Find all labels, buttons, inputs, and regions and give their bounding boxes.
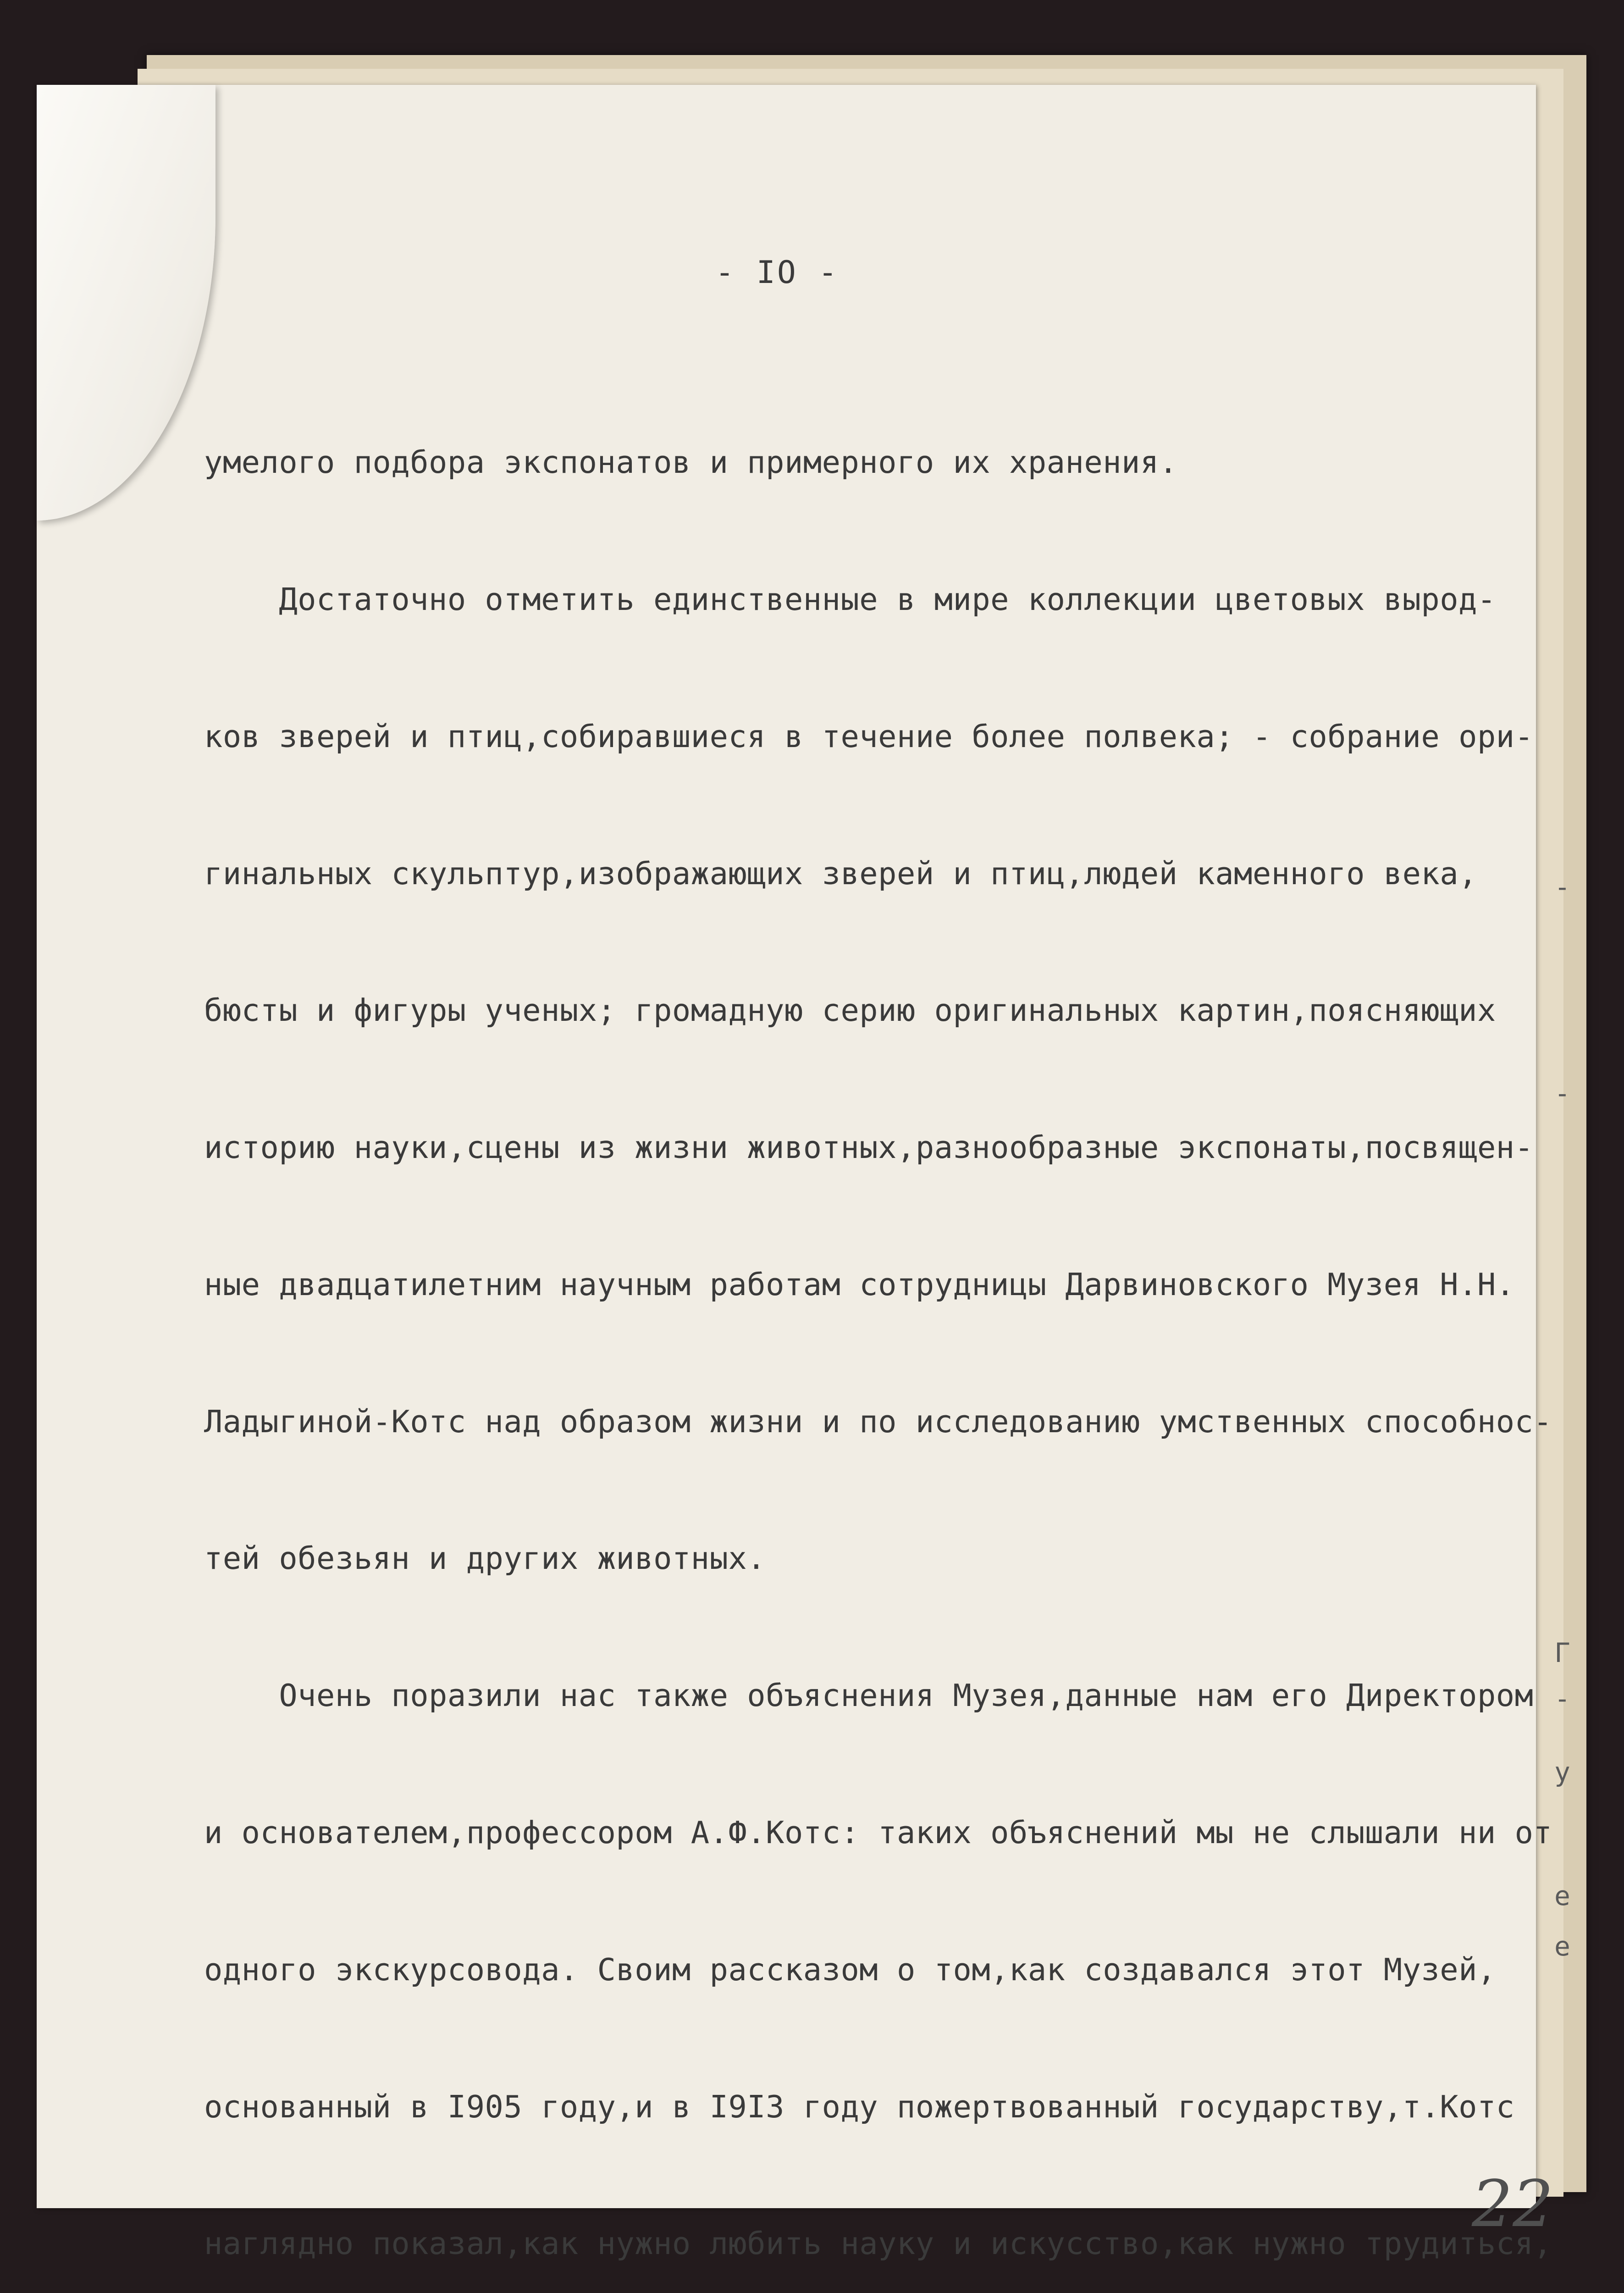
margin-mark: - (1554, 1683, 1570, 1714)
handwritten-page-number: 22 (1472, 2167, 1554, 2242)
text-line: умелого подбора экспонатов и примерного их хранения. (204, 444, 1178, 481)
text-line: одного экскурсовода. Своим рассказом о том,как создавался этот Музей, (204, 1951, 1496, 1988)
page-number: - IO - (715, 255, 839, 291)
text-line: Достаточно отметить единственные в мире коллекции цветовых вырод- (204, 581, 1496, 617)
curled-page-corner (37, 85, 215, 521)
margin-mark: - (1554, 1078, 1570, 1109)
text-line: ные двадцатилетним научным работам сотрудницы Дарвиновского Музея Н.Н. (204, 1266, 1515, 1302)
margin-mark: - (1554, 871, 1570, 903)
margin-mark: е (1554, 1931, 1570, 1962)
margin-mark: е (1554, 1880, 1570, 1911)
text-line: тей обезьян и других животных. (204, 1540, 766, 1577)
text-line: и основателем,профессором А.Ф.Котс: таких объяснений мы не слышали ни от (204, 1815, 1552, 1850)
text-line: основанный в I905 году,и в I9I3 году пожертвованный государству,т.Котс (204, 2088, 1515, 2125)
document-page (37, 85, 1554, 2262)
margin-mark: у (1554, 1756, 1570, 1788)
text-line: историю науки,сцены из жизни животных,разнообразные экспонаты,посвящен- (204, 1130, 1534, 1166)
text-line: ков зверей и птиц,собиравшиеся в течение более полвека; - собрание ори- (204, 718, 1534, 754)
text-line: гинальных скульптур,изображающих зверей и птиц,людей каменного века, (204, 855, 1477, 892)
text-line: бюсты и фигуры ученых; громадную серию оригинальных картин,поясняющих (204, 992, 1496, 1029)
text-line: наглядно показал,как нужно любить науку и искусство,как нужно трудиться, (204, 2226, 1552, 2262)
text-line: Ладыгиной-Котс над образом жизни и по исследованию умственных способнос- (204, 1403, 1552, 1440)
text-line: Очень поразили нас также объяснения Музея,данные нам его Директором (204, 1678, 1534, 1714)
margin-mark: Г (1554, 1637, 1570, 1668)
body-text (204, 349, 1580, 2293)
